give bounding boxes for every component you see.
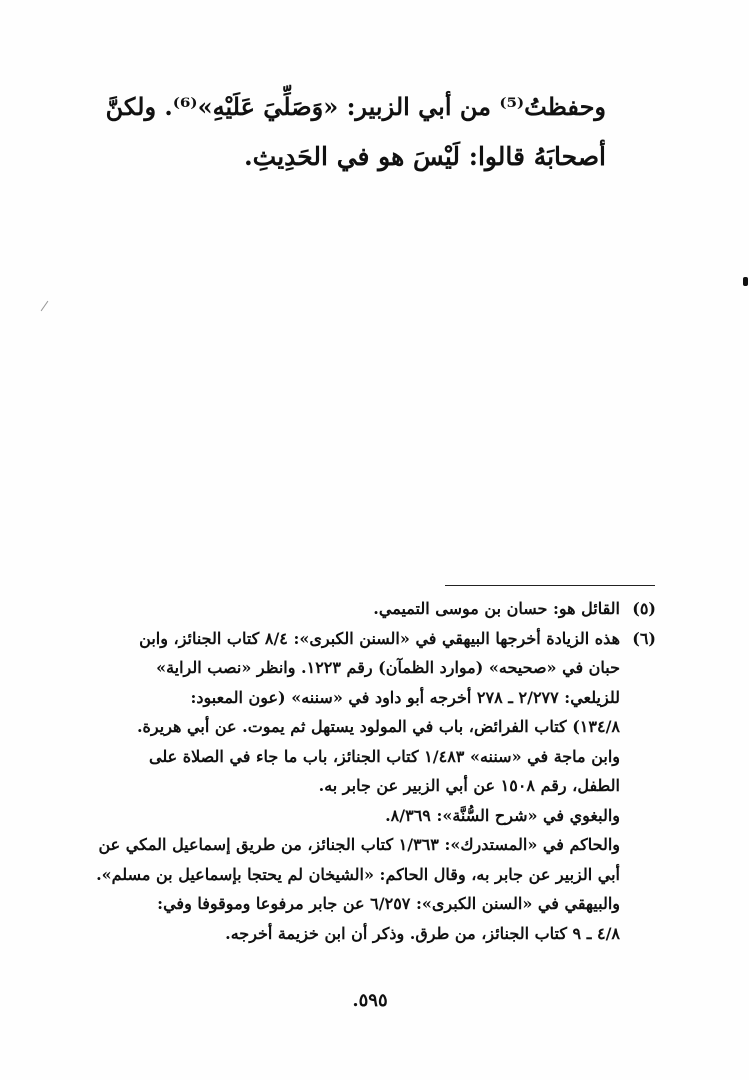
footnote-number: (٥) (632, 599, 656, 618)
footnote-line: وابن ماجة في «سننه» ١/٤٨٣ كتاب الجنائز، باب ما جاء في الصلاة على (149, 746, 620, 766)
scan-speck (41, 301, 49, 311)
footnote-line: ٤/٨ ـ ٩ كتاب الجنائز، من طرق. وذكر أن ابن خزيمة أخرجه. (225, 923, 620, 943)
footnote-line: ١٣٤/٨) كتاب الفرائض، باب في المولود يستهل ثم يموت. عن أبي هريرة. (136, 717, 620, 736)
footnote-body (96, 594, 620, 624)
footnote-line: والبغوي في «شرح السُّنَّة»: ٨/٣٦٩. (385, 805, 620, 825)
footnote-line: للزيلعي: ٢/٢٧٧ ـ ٢٧٨ أخرجه أبو داود في «سننه» (عون المعبود: (190, 687, 620, 707)
footnote-5 (96, 594, 656, 624)
footnote-line: القائل هو: حسان بن موسى التميمي. (373, 599, 620, 618)
footnote-line: والبيهقي في «السنن الكبرى»: ٦/٢٥٧ عن جابر مرفوعا وموقوفا وفي: (157, 894, 620, 913)
footnote-line: أبي الزبير عن جابر به، وقال الحاكم: «الشيخان لم يحتجا بإسماعيل بن مسلم». (96, 864, 620, 884)
footnotes (96, 594, 656, 948)
main-text-line: وحفظتُ⁽⁵⁾ من أبي الزبير: «وَصَلِّيَ عَلَيْهِ»⁽⁶⁾. ولكنَّ (105, 92, 606, 121)
main-text-line: أصحابَهُ قالوا: لَيْسَ هو في الحَدِيثِ. (243, 142, 606, 171)
footnote-6 (96, 624, 656, 949)
footnote-number: (٦) (632, 628, 656, 648)
main-text (96, 82, 606, 182)
footnote-body (96, 624, 620, 949)
page-number: ٥٩٥. (352, 990, 388, 1011)
footnote-line: هذه الزيادة أخرجها البيهقي في «السنن الكبرى»: ٨/٤ كتاب الجنائز، وابن (139, 628, 620, 648)
footnote-line: حبان في «صحيحه» (موارد الظمآن) رقم ١٢٢٣. وانظر «نصب الراية» (156, 658, 620, 677)
scan-edge-mark (743, 277, 748, 286)
footnote-line: والحاكم في «المستدرك»: ١/٣٦٣ كتاب الجنائز، من طريق إسماعيل المكي عن (98, 835, 620, 854)
footnote-line: الطفل، رقم ١٥٠٨ عن أبي الزبير عن جابر به. (318, 776, 620, 795)
footnote-separator (445, 585, 655, 586)
